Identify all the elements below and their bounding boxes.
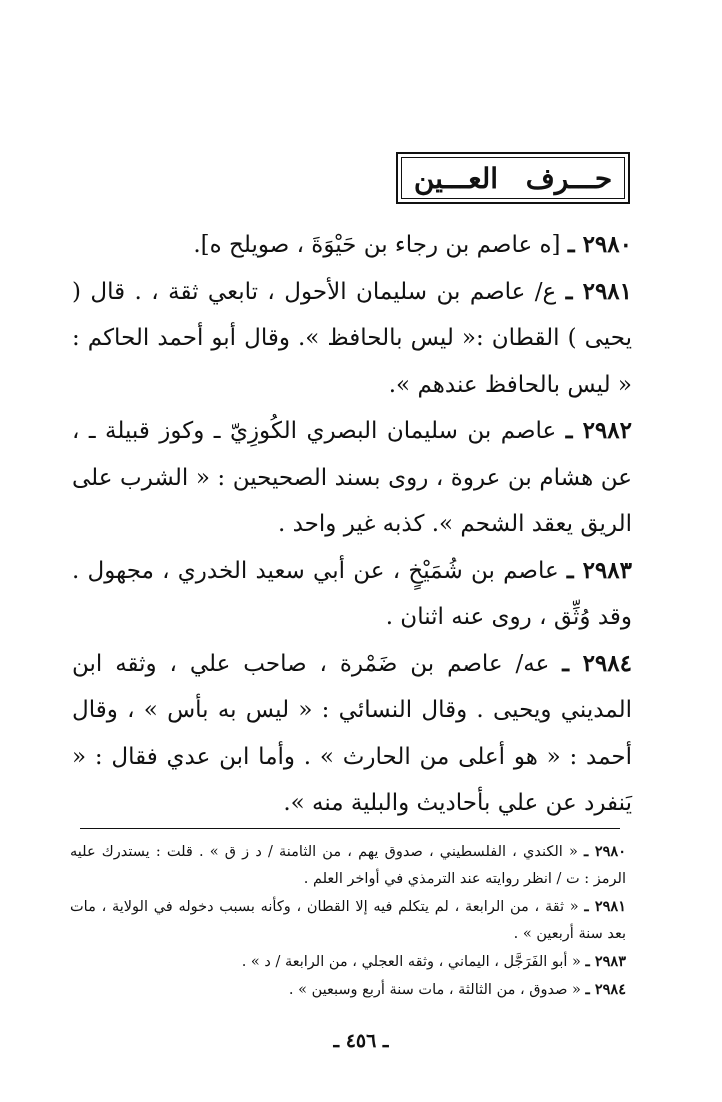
entry-2984 (72, 641, 632, 827)
entry-number: ٢٩٨٢ ـ (565, 417, 632, 444)
footnote-number: ٢٩٨٠ ـ (584, 843, 626, 860)
footnotes (70, 838, 626, 1004)
chapter-heading-box (396, 152, 630, 204)
entry-2981 (72, 269, 632, 409)
footnote-text: « ثقة ، من الرابعة ، لم يتكلم فيه إلا القطان ، وكأنه بسبب دخوله في الولاية ، مات بعد سنة أربعين » . (70, 899, 626, 942)
footnote-text: « صدوق ، من الثالثة ، مات سنة أربع وسبعين » . (288, 982, 586, 998)
entry-text: عاصم بن سليمان البصري الكُوزِيّ ـ وكوز قبيلة ـ ، عن هشام بن عروة ، روى بسند الصحيحين : « الشرب على الريق يعقد الشحم ». كذبه غير واحد . (72, 418, 632, 537)
entry-number: ٢٩٨٣ ـ (566, 556, 632, 584)
entry-text: عه/ عاصم بن ضَمْرة ، صاحب علي ، وثقه ابن المديني ويحيى . وقال النسائي : « ليس به بأس » ، وقال أحمد : « هو أعلى من الحارث » . وأما ابن عدي فقال : « يَنفرد عن علي بأحاديث والبلية منه ». (72, 650, 632, 816)
entry-text: [ه عاصم بن رجاء بن حَيْوَةَ ، صويلح ه]. (193, 232, 568, 258)
footnote-number: ٢٩٨٤ ـ (585, 981, 626, 998)
entry-2980 (72, 222, 632, 269)
entry-2983 (72, 548, 632, 641)
footnote-2984 (70, 976, 626, 1004)
footnote-2981 (70, 893, 626, 948)
page-number: ـ ٤٥٦ ـ (333, 1030, 389, 1052)
footnote-number: ٢٩٨٣ ـ (585, 953, 626, 970)
entry-number: ٢٩٨٠ ـ (567, 231, 632, 258)
footnote-text: « الكندي ، الفلسطيني ، صدوق يهم ، من الثامنة / د ز ق » . قلت : يستدرك عليه الرمز : ت / انظر روايته عند الترمذي في أواخر العلم . (70, 844, 626, 887)
entry-number: ٢٩٨١ ـ (565, 277, 633, 305)
entry-text: عاصم بن شُمَيْخٍ ، عن أبي سعيد الخدري ، مجهول . وقد وُثِّق ، روى عنه اثنان . (72, 557, 632, 630)
main-text (72, 222, 632, 827)
entry-number: ٢٩٨٤ ـ (562, 649, 632, 677)
footnote-text: « أبو الفَرَجَّل ، اليماني ، وثقه العجلي ، من الرابعة / د » . (241, 954, 586, 970)
footnote-number: ٢٩٨١ ـ (584, 898, 626, 915)
footnote-2980 (70, 838, 626, 893)
chapter-title: حـــرف العـــين (401, 157, 625, 199)
entry-text: ع/ عاصم بن سليمان الأحول ، تابعي ثقة ، . قال ( يحيى ) القطان :« ليس بالحافظ ». وقال أبو أحمد الحاكم : « ليس بالحافظ عندهم ». (72, 278, 632, 398)
entry-2982 (72, 408, 632, 548)
footnote-2983 (70, 948, 626, 976)
footnote-divider (80, 828, 620, 829)
